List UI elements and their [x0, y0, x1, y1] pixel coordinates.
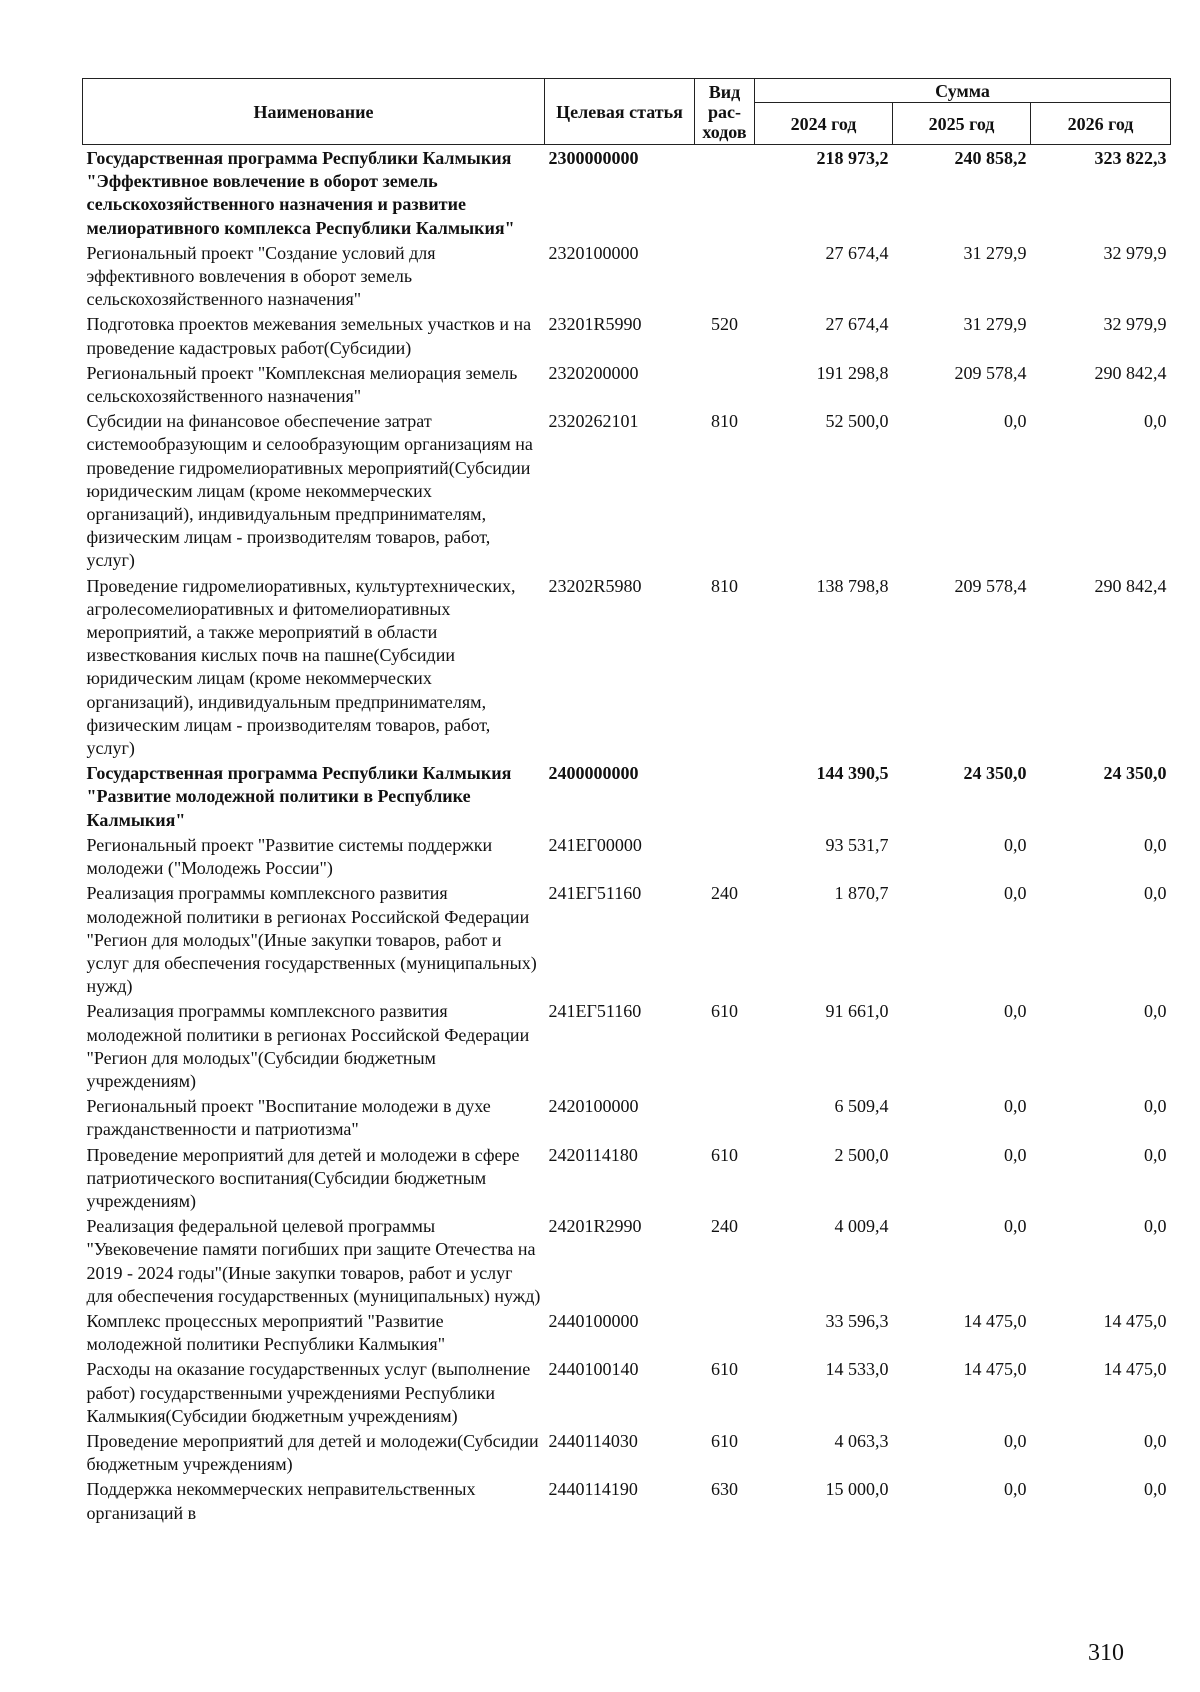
row-sum-2025: 0,0 [1004, 1430, 1027, 1451]
row-sum-2024: 93 531,7 [825, 834, 889, 855]
row-sum-2024: 91 661,0 [825, 1001, 889, 1022]
row-expense-type: 610 [711, 1001, 738, 1022]
row-expense-type [695, 360, 755, 408]
row-sum-2026: 0,0 [1144, 1216, 1167, 1237]
table-row [83, 1428, 1171, 1476]
row-expense-type: 810 [711, 575, 738, 596]
row-name: Региональный проект "Воспитание молодежи в духе гражданственности и патриотизма" [86, 1096, 491, 1140]
table-row [83, 1142, 1171, 1214]
row-sum-2025: 31 279,9 [963, 314, 1027, 335]
table-row [83, 408, 1171, 572]
table-row [83, 1476, 1171, 1524]
header-target-article: Целевая статья [545, 79, 695, 145]
row-sum-2026: 0,0 [1144, 883, 1167, 904]
row-sum-2026: 0,0 [1144, 411, 1167, 432]
row-sum-2025: 0,0 [1004, 834, 1027, 855]
row-sum-2026: 32 979,9 [1103, 314, 1167, 335]
row-name: Реализация федеральной целевой программы "Увековечение памяти погибших при защите Отечества на 2019 - 2024 годы"(Иные закупки товаров, работ и услуг для обеспечения государственных (муниципальных) нужд) [86, 1216, 541, 1306]
row-sum-2026: 14 475,0 [1103, 1359, 1167, 1380]
row-sum-2025: 0,0 [1004, 883, 1027, 904]
row-name: Государственная программа Республики Калмыкия "Эффективное вовлечение в оборот земель сельскохозяйственного назначения и развитие мелиоративного комплекса Республики Калмыкия" [86, 148, 515, 238]
row-sum-2025: 0,0 [1004, 1144, 1027, 1165]
row-sum-2026: 0,0 [1144, 1479, 1167, 1500]
row-name: Подготовка проектов межевания земельных участков и на проведение кадастровых работ(Субсидии) [86, 314, 532, 358]
header-year-2024: 2024 год [755, 103, 893, 145]
row-target-article: 2300000000 [548, 148, 639, 168]
row-sum-2024: 14 533,0 [825, 1359, 889, 1380]
row-sum-2024: 1 870,7 [834, 883, 889, 904]
row-target-article: 23202R5980 [548, 575, 642, 596]
table-row [83, 360, 1171, 408]
row-sum-2025: 0,0 [1004, 1479, 1027, 1500]
row-target-article: 241ЕГ51160 [548, 1001, 642, 1022]
row-expense-type: 610 [711, 1144, 738, 1165]
row-sum-2025: 240 858,2 [954, 148, 1027, 168]
row-sum-2026: 24 350,0 [1103, 763, 1167, 784]
row-name: Субсидии на финансовое обеспечение затрат системообразующим и селообразующим организациям на проведение гидромелиоративных мероприятий(Субсидии юридическим лицам (кроме некоммерческих организаций), индивидуальным предпринимателям, физическим лицам - производителям товаров, работ, услуг) [86, 411, 533, 571]
row-sum-2024: 2 500,0 [834, 1144, 889, 1165]
row-sum-2025: 0,0 [1004, 411, 1027, 432]
row-sum-2024: 4 009,4 [834, 1216, 889, 1237]
table-body [83, 145, 1171, 1525]
row-sum-2025: 209 578,4 [954, 575, 1027, 596]
page-number: 310 [1088, 1640, 1124, 1666]
budget-table [82, 78, 1171, 1525]
row-target-article: 2400000000 [548, 763, 639, 784]
row-expense-type [695, 145, 755, 240]
header-name: Наименование [83, 79, 545, 145]
table-row [83, 573, 1171, 761]
table-row [83, 1356, 1171, 1428]
row-name: Проведение мероприятий для детей и молодежи в сфере патриотического воспитания(Субсидии бюджетным учреждениям) [86, 1144, 520, 1211]
row-sum-2025: 0,0 [1004, 1001, 1027, 1022]
row-sum-2026: 323 822,3 [1094, 148, 1167, 168]
row-name: Реализация программы комплексного развития молодежной политики в регионах Российской Федерации "Регион для молодых"(Субсидии бюджетным учреждениям) [86, 1001, 530, 1091]
row-name: Проведение гидромелиоративных, культуртехнических, агролесомелиоративных и фитомелиоративных мероприятий, а также мероприятий в области известкования кислых почв на пашне(Субсидии юридическим лицам (кроме некоммерческих организаций), индивидуальным предпринимателям, физическим лицам - производителям товаров, работ, услуг) [86, 575, 516, 759]
row-target-article: 241ЕГ00000 [548, 834, 642, 855]
table-row [83, 832, 1171, 880]
row-sum-2025: 31 279,9 [963, 242, 1027, 263]
row-sum-2024: 52 500,0 [825, 411, 889, 432]
row-target-article: 2440100000 [548, 1310, 639, 1331]
row-sum-2024: 33 596,3 [825, 1310, 889, 1331]
row-sum-2025: 14 475,0 [963, 1359, 1027, 1380]
row-expense-type: 810 [711, 411, 738, 432]
table-row [83, 1213, 1171, 1308]
row-target-article: 241ЕГ51160 [548, 883, 642, 904]
row-name: Региональный проект "Развитие системы поддержки молодежи ("Молодежь России") [86, 834, 493, 879]
row-target-article: 24201R2990 [548, 1216, 642, 1237]
table-row [83, 880, 1171, 998]
row-target-article: 2420100000 [548, 1096, 639, 1117]
row-expense-type [695, 1308, 755, 1356]
row-target-article: 2440114030 [548, 1430, 638, 1451]
row-sum-2024: 6 509,4 [834, 1096, 889, 1117]
row-sum-2026: 0,0 [1144, 1096, 1167, 1117]
row-sum-2026: 0,0 [1144, 1430, 1167, 1451]
row-target-article: 2320100000 [548, 242, 639, 263]
row-expense-type [695, 760, 755, 832]
row-sum-2026: 290 842,4 [1094, 362, 1167, 383]
row-sum-2026: 0,0 [1144, 1144, 1167, 1165]
row-expense-type [695, 832, 755, 880]
row-name: Проведение мероприятий для детей и молодежи(Субсидии бюджетным учреждениям) [86, 1430, 539, 1475]
row-sum-2026: 0,0 [1144, 1001, 1167, 1022]
header-year-2025: 2025 год [893, 103, 1031, 145]
row-sum-2026: 14 475,0 [1103, 1310, 1167, 1331]
table-row [83, 145, 1171, 240]
table-header [83, 79, 1171, 145]
row-sum-2024: 191 298,8 [816, 362, 889, 383]
header-sum: Сумма [755, 79, 1171, 103]
row-sum-2025: 0,0 [1004, 1096, 1027, 1117]
table-row [83, 311, 1171, 359]
row-sum-2025: 0,0 [1004, 1216, 1027, 1237]
row-name: Государственная программа Республики Калмыкия "Развитие молодежной политики в Республике Калмыкия" [86, 763, 512, 830]
row-sum-2026: 0,0 [1144, 834, 1167, 855]
header-year-2026: 2026 год [1031, 103, 1171, 145]
row-name: Расходы на оказание государственных услуг (выполнение работ) государственными учреждениями Республики Калмыкия(Субсидии бюджетным учреждениям) [86, 1359, 531, 1426]
row-target-article: 2420114180 [548, 1144, 638, 1165]
row-target-article: 2320200000 [548, 362, 639, 383]
table-row [83, 240, 1171, 312]
row-name: Поддержка некоммерческих неправительственных организаций в [86, 1479, 476, 1523]
row-expense-type: 610 [711, 1430, 738, 1451]
row-sum-2025: 14 475,0 [963, 1310, 1027, 1331]
table-row [83, 1093, 1171, 1141]
row-sum-2024: 4 063,3 [834, 1430, 889, 1451]
row-expense-type: 630 [711, 1479, 738, 1500]
row-target-article: 2320262101 [548, 411, 639, 432]
table-row [83, 1308, 1171, 1356]
row-sum-2024: 27 674,4 [825, 314, 889, 335]
row-sum-2024: 15 000,0 [825, 1479, 889, 1500]
table-row [83, 998, 1171, 1093]
row-name: Реализация программы комплексного развития молодежной политики в регионах Российской Федерации "Регион для молодых"(Иные закупки товаров, работ и услуг для обеспечения государственных (муниципальных) нужд) [86, 883, 537, 997]
row-expense-type: 610 [711, 1359, 738, 1380]
row-sum-2024: 218 973,2 [816, 148, 889, 168]
row-sum-2026: 32 979,9 [1103, 242, 1167, 263]
row-expense-type [695, 1093, 755, 1141]
row-target-article: 23201R5990 [548, 314, 642, 335]
row-name: Комплекс процессных мероприятий "Развитие молодежной политики Республики Калмыкия" [86, 1310, 446, 1355]
header-expense-type: Вид рас-ходов [695, 79, 755, 145]
row-sum-2024: 27 674,4 [825, 242, 889, 263]
row-sum-2024: 138 798,8 [816, 575, 889, 596]
row-sum-2025: 24 350,0 [963, 763, 1027, 784]
table-row [83, 760, 1171, 832]
row-sum-2024: 144 390,5 [816, 763, 889, 784]
row-expense-type: 240 [711, 883, 738, 904]
row-sum-2026: 290 842,4 [1094, 575, 1167, 596]
row-sum-2025: 209 578,4 [954, 362, 1027, 383]
row-expense-type: 520 [711, 314, 738, 335]
row-target-article: 2440100140 [548, 1359, 639, 1380]
row-expense-type: 240 [711, 1216, 738, 1237]
row-name: Региональный проект "Создание условий для эффективного вовлечения в оборот земель сельскохозяйственного назначения" [86, 242, 436, 310]
row-expense-type [695, 240, 755, 312]
row-name: Региональный проект "Комплексная мелиорация земель сельскохозяйственного назначения" [86, 362, 518, 407]
row-target-article: 2440114190 [548, 1479, 638, 1500]
